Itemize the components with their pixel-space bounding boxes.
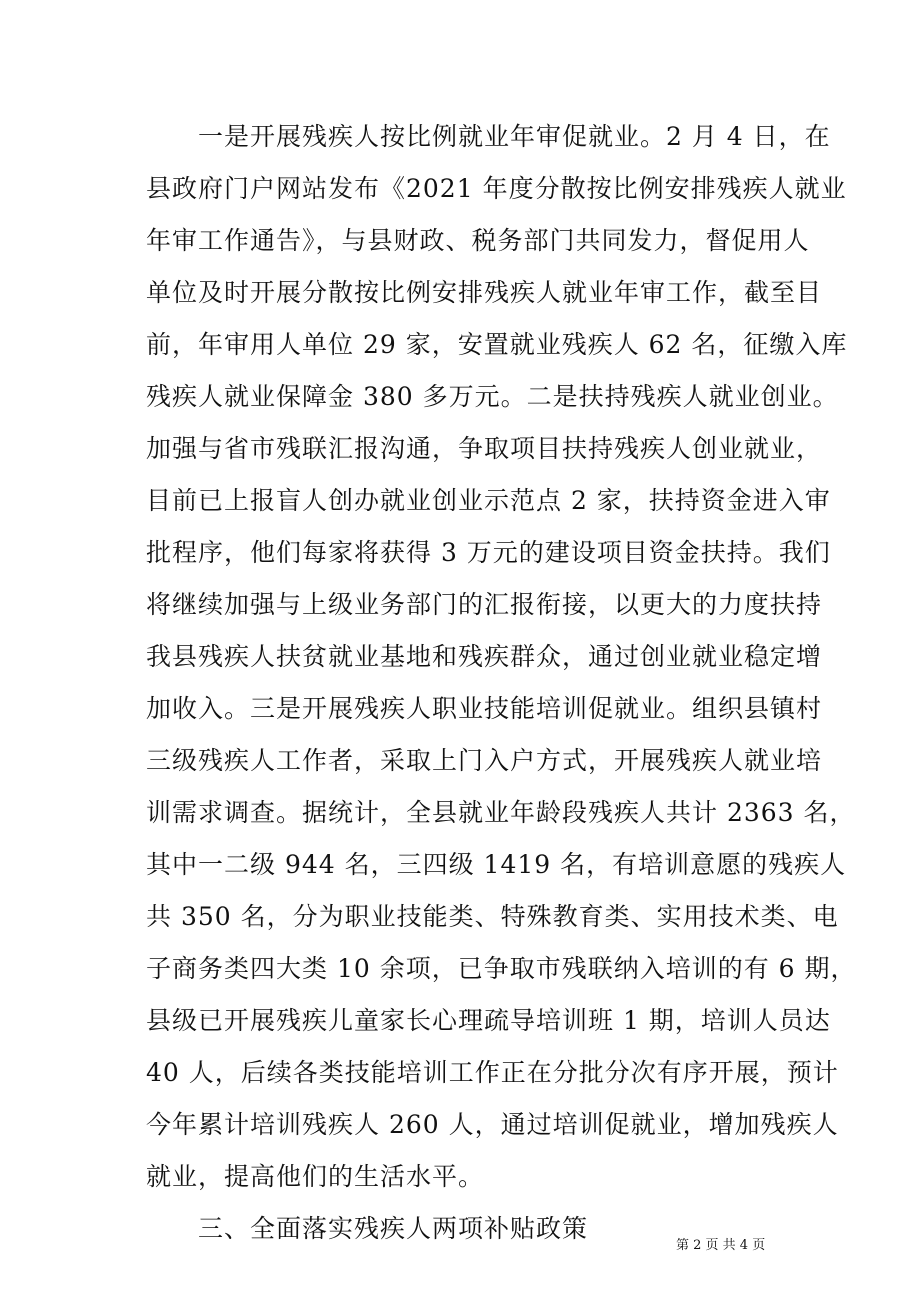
paragraph-line: 批程序，他们每家将获得 3 万元的建设项目资金扶持。我们	[146, 538, 831, 567]
paragraph-line: 前，年审用人单位 29 家，安置就业残疾人 62 名，征缴入库	[146, 330, 848, 359]
paragraph-line: 其中一二级 944 名，三四级 1419 名，有培训意愿的残疾人	[146, 850, 847, 879]
paragraph-line: 40 人，后续各类技能培训工作正在分批分次有序开展，预计	[146, 1058, 839, 1087]
paragraph-line: 我县残疾人扶贫就业基地和残疾群众，通过创业就业稳定增	[146, 642, 823, 671]
paragraph-line: 训需求调查。据统计，全县就业年龄段残疾人共计 2363 名，	[146, 798, 856, 827]
paragraph-line: 单位及时开展分散按比例安排残疾人就业年审工作，截至目	[146, 278, 823, 307]
paragraph-line: 加强与省市残联汇报沟通，争取项目扶持残疾人创业就业，	[146, 434, 823, 463]
paragraph-line: 三级残疾人工作者，采取上门入户方式，开展残疾人就业培	[146, 746, 823, 775]
paragraph-line: 县级已开展残疾儿童家长心理疏导培训班 1 期，培训人员达	[146, 1006, 831, 1035]
paragraph-line: 共 350 名，分为职业技能类、特殊教育类、实用技术类、电	[146, 902, 839, 931]
paragraph-line: 加收入。三是开展残疾人职业技能培训促就业。组织县镇村	[146, 694, 823, 723]
paragraph-line: 今年累计培训残疾人 260 人，通过培训促就业，增加残疾人	[146, 1110, 839, 1139]
paragraph-line: 目前已上报盲人创办就业创业示范点 2 家，扶持资金进入审	[146, 486, 831, 515]
page-footer: 第 2 页 共 4 页	[676, 1238, 766, 1253]
paragraph-line: 将继续加强与上级业务部门的汇报衔接，以更大的力度扶持	[146, 590, 823, 619]
paragraph-line: 县政府门户网站发布《2021 年度分散按比例安排残疾人就业	[146, 174, 847, 203]
paragraph-line: 就业，提高他们的生活水平。	[146, 1162, 485, 1191]
section-heading: 三、全面落实残疾人两项补贴政策	[198, 1214, 589, 1243]
paragraph-line: 残疾人就业保障金 380 多万元。二是扶持残疾人就业创业。	[146, 382, 839, 411]
paragraph-line: 一是开展残疾人按比例就业年审促就业。2 月 4 日，在	[198, 122, 831, 151]
paragraph-line: 年审工作通告》，与县财政、税务部门共同发力，督促用人	[146, 226, 810, 255]
paragraph-line: 子商务类四大类 10 余项，已争取市残联纳入培训的有 6 期，	[146, 954, 857, 983]
